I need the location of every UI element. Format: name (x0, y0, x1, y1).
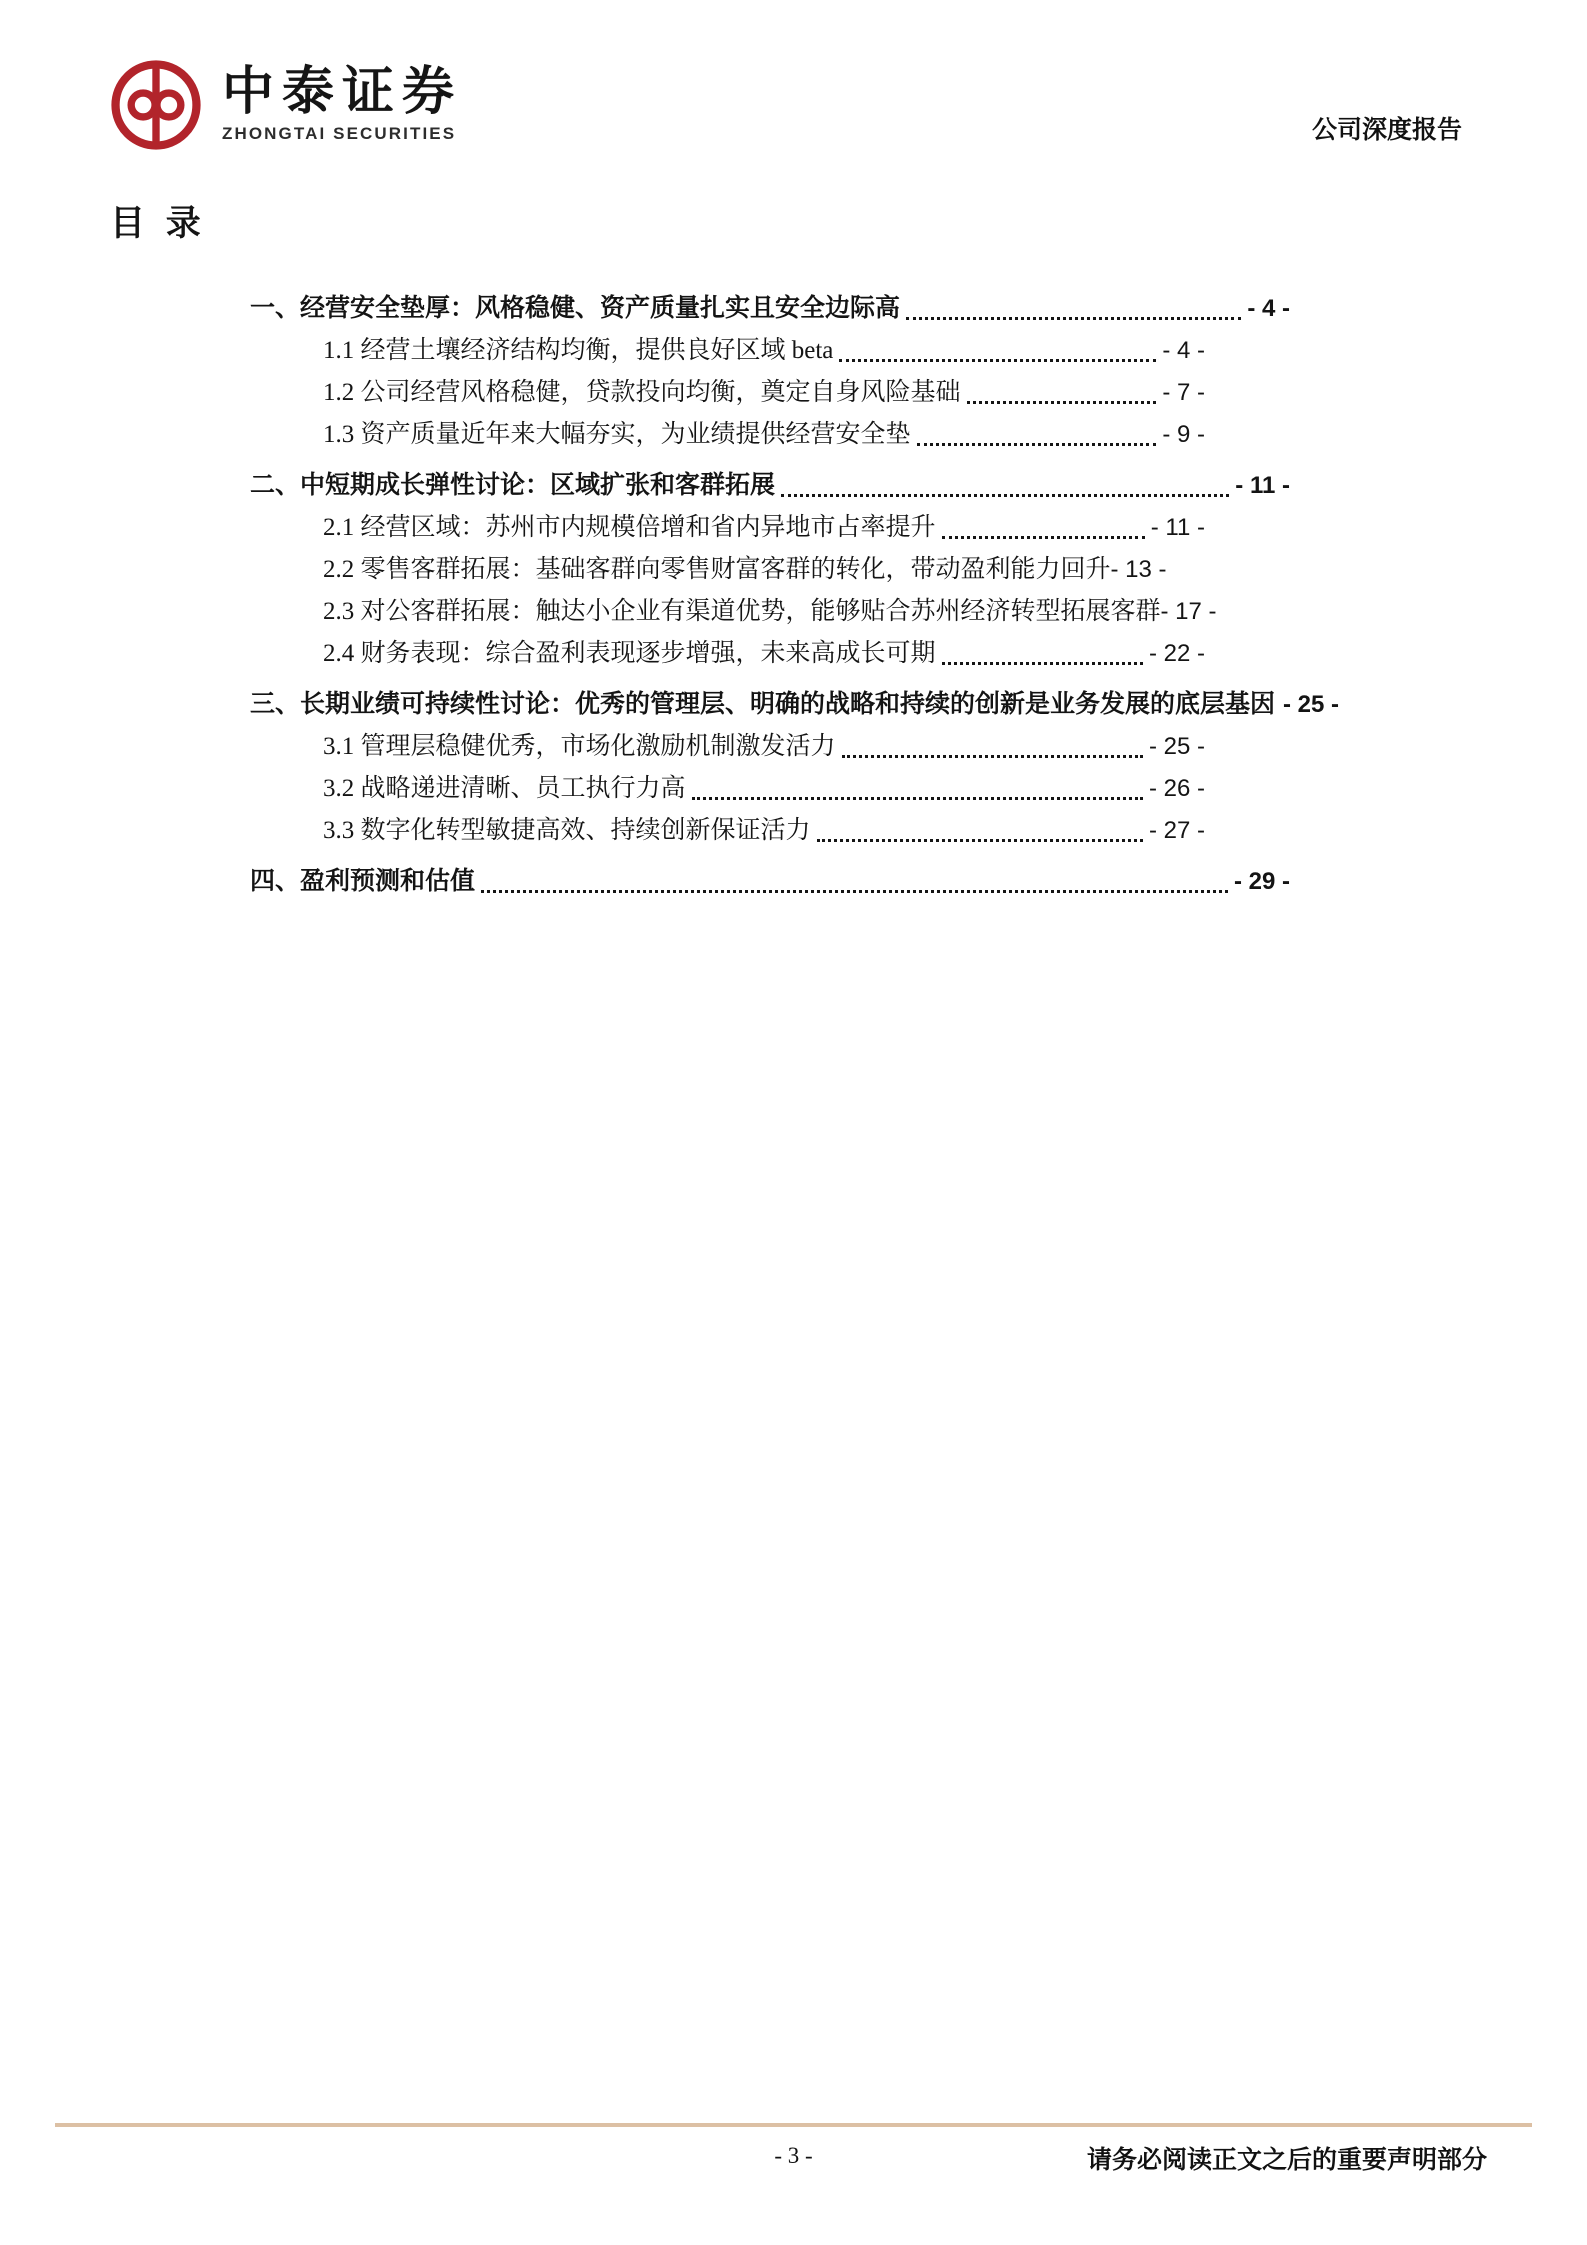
page-number: - 3 - (774, 2143, 813, 2168)
toc-entry-label: 二、中短期成长弹性讨论：区域扩张和客群拓展 (250, 472, 776, 499)
toc-entry-page: - 25 - (1148, 733, 1205, 760)
toc-entry-label: 四、盈利预测和估值 (250, 868, 476, 895)
toc-entry-label: 1.3 资产质量近年来大幅夯实，为业绩提供经营安全垫 (323, 421, 911, 448)
toc-entry-label: 3.3 数字化转型敏捷高效、持续创新保证活力 (323, 817, 811, 844)
toc-entry-label: 2.4 财务表现：综合盈利表现逐步增强，未来高成长可期 (323, 640, 936, 667)
toc-entry[interactable] (250, 372, 1290, 414)
toc-entry[interactable] (250, 810, 1290, 852)
toc-entry-page: - 4 - (1247, 295, 1290, 322)
toc-entry-page: - 9 - (1162, 421, 1205, 448)
toc-entry[interactable] (250, 414, 1290, 456)
toc-entry-label: 3.1 管理层稳健优秀，市场化激励机制激发活力 (323, 733, 836, 760)
toc-entry-page: - 22 - (1148, 640, 1205, 667)
toc-entry[interactable] (250, 288, 1290, 330)
toc-entry-label: 1.2 公司经营风格稳健，贷款投向均衡，奠定自身风险基础 (323, 379, 961, 406)
toc-leader-dots (779, 465, 1231, 507)
toc-entry[interactable] (250, 861, 1290, 903)
toc-list (250, 288, 1340, 903)
toc-leader-dots (479, 861, 1230, 903)
toc-entry-page: - 4 - (1162, 337, 1205, 364)
toc-entry[interactable] (250, 726, 1290, 768)
toc-entry-label: 三、长期业绩可持续性讨论：优秀的管理层、明确的战略和持续的创新是业务发展的底层基因 (250, 691, 1276, 718)
toc-entry-label: 一、经营安全垫厚：风格稳健、资产质量扎实且安全边际高 (250, 295, 901, 322)
toc-entry[interactable] (250, 591, 1290, 633)
toc-entry[interactable] (250, 330, 1290, 372)
toc-entry-page: - 13 - (1110, 556, 1167, 583)
toc-leader-dots (940, 507, 1147, 549)
footer-disclaimer: 请务必阅读正文之后的重要声明部分 (1086, 2147, 1487, 2174)
toc-entry-page: - 7 - (1162, 379, 1205, 406)
toc-entry-label: 2.2 零售客群拓展：基础客群向零售财富客群的转化，带动盈利能力回升 (323, 556, 1111, 583)
brand-name-en: ZHONGTAI SECURITIES (222, 124, 457, 144)
zhongtai-logo-icon (110, 56, 202, 154)
toc-entry-page: - 11 - (1150, 514, 1205, 541)
brand-text (222, 56, 462, 144)
toc-entry-label: 2.3 对公客群拓展：触达小企业有渠道优势，能够贴合苏州经济转型拓展客群 (323, 598, 1161, 625)
toc-entry-page: - 25 - (1283, 691, 1340, 718)
toc-entry-page: - 29 - (1233, 868, 1290, 895)
brand-name-cn: 中泰证券 (222, 63, 463, 121)
toc-entry-label: 3.2 战略递进清晰、员工执行力高 (323, 775, 686, 802)
toc-leader-dots (965, 372, 1159, 414)
toc-entry-label: 2.1 经营区域：苏州市内规模倍增和省内异地市占率提升 (323, 514, 936, 541)
toc-entry[interactable] (250, 507, 1290, 549)
toc-entry-page: - 26 - (1148, 775, 1205, 802)
toc-leader-dots (904, 288, 1243, 330)
toc-leader-dots (690, 768, 1145, 810)
report-type-label: 公司深度报告 (1311, 117, 1462, 144)
toc-entry-page: - 17 - (1160, 598, 1217, 625)
toc-entry[interactable] (250, 549, 1290, 591)
toc-leader-dots (815, 810, 1145, 852)
toc-title: 目 录 (110, 204, 207, 243)
toc-leader-dots (940, 633, 1145, 675)
footer-divider (55, 2123, 1532, 2127)
toc-entry[interactable] (250, 684, 1340, 726)
toc-entry-page: - 11 - (1235, 472, 1290, 499)
toc-entry[interactable] (250, 768, 1290, 810)
toc-leader-dots (915, 414, 1159, 456)
toc-entry-label: 1.1 经营土壤经济结构均衡，提供良好区域 beta (323, 337, 834, 364)
toc-entry[interactable] (250, 465, 1290, 507)
toc-leader-dots (837, 330, 1158, 372)
brand-logo (110, 56, 462, 154)
toc-entry[interactable] (250, 633, 1290, 675)
toc-leader-dots (840, 726, 1145, 768)
toc-entry-page: - 27 - (1148, 817, 1205, 844)
